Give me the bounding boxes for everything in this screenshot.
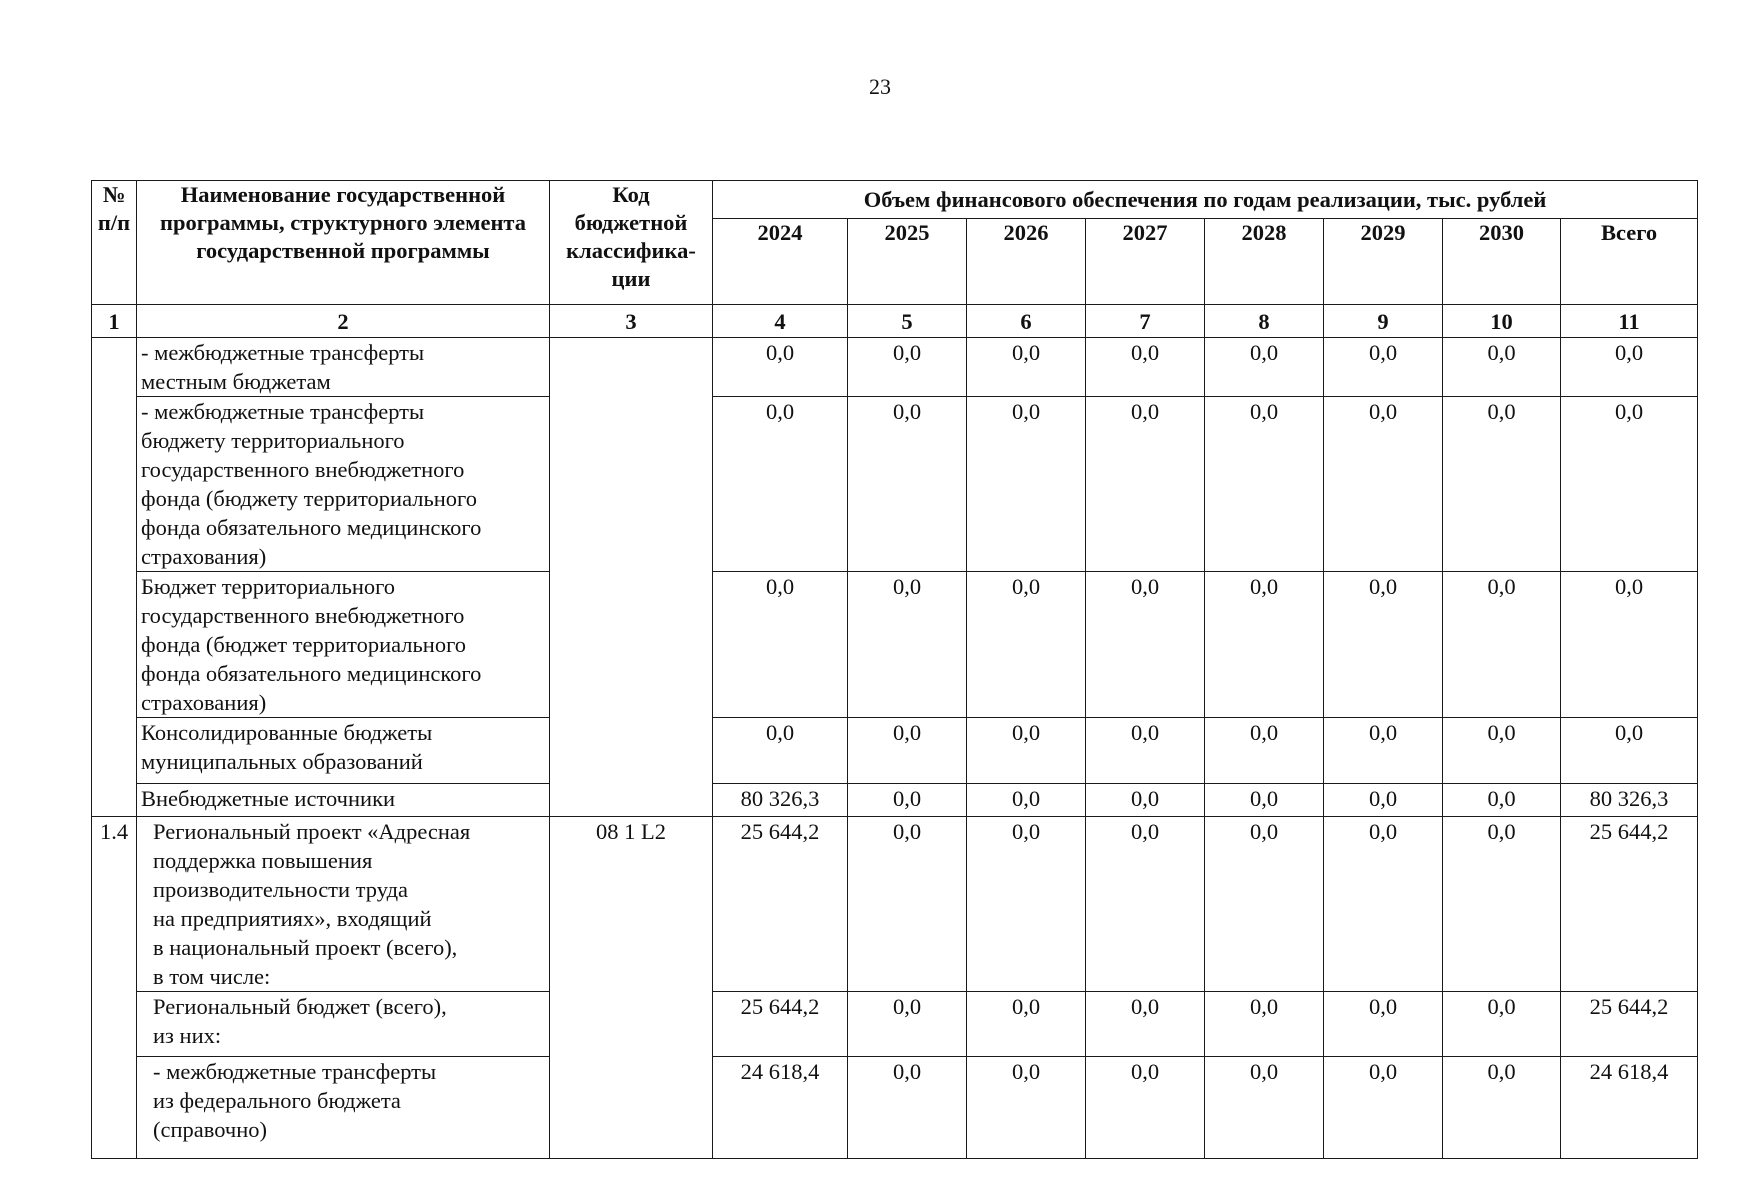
value-cell: 0,0: [848, 817, 967, 992]
value-cell: 0,0: [1086, 338, 1205, 397]
value-cell: 0,0: [713, 572, 848, 718]
value-cell: 0,0: [1086, 817, 1205, 992]
header-code: Код бюджетной классифика-ции: [550, 181, 713, 305]
value-cell: 0,0: [1324, 572, 1443, 718]
value-cell: 0,0: [1324, 397, 1443, 572]
value-cell: 0,0: [967, 718, 1086, 784]
value-cell: 0,0: [1443, 718, 1561, 784]
table-row: [92, 784, 1698, 817]
table-body: [92, 338, 1698, 1159]
row-code-cell: [550, 338, 713, 817]
value-cell: 0,0: [1324, 784, 1443, 817]
value-cell: 0,0: [1205, 338, 1324, 397]
value-cell: 0,0: [1443, 817, 1561, 992]
value-cell: 0,0: [848, 718, 967, 784]
value-cell: 0,0: [1324, 338, 1443, 397]
value-cell: 0,0: [848, 338, 967, 397]
value-cell: 0,0: [1324, 992, 1443, 1057]
total-cell: 0,0: [1561, 718, 1698, 784]
row-name: - межбюджетные трансферты из федерального бюджета (справочно): [137, 1057, 550, 1159]
value-cell: 0,0: [967, 817, 1086, 992]
header-year: 2028: [1205, 219, 1324, 305]
value-cell: 0,0: [848, 1057, 967, 1159]
header-year: 2030: [1443, 219, 1561, 305]
value-cell: 0,0: [967, 572, 1086, 718]
header-total: Всего: [1561, 219, 1698, 305]
value-cell: 0,0: [1205, 572, 1324, 718]
column-number: 2: [137, 305, 550, 338]
value-cell: 0,0: [1205, 992, 1324, 1057]
row-name: Бюджет территориального государственного внебюджетного фонда (бюджет территориального фонда обязательного медицинского страхования): [137, 572, 550, 718]
value-cell: 0,0: [1324, 817, 1443, 992]
header-volume: Объем финансового обеспечения по годам реализации, тыс. рублей: [713, 181, 1698, 219]
value-cell: 0,0: [1443, 572, 1561, 718]
value-cell: 0,0: [1086, 1057, 1205, 1159]
column-number: 10: [1443, 305, 1561, 338]
table-row: [92, 1057, 1698, 1159]
column-number: 8: [1205, 305, 1324, 338]
table-row: [92, 992, 1698, 1057]
header-year: 2025: [848, 219, 967, 305]
value-cell: 0,0: [1205, 1057, 1324, 1159]
row-index-cell: [92, 338, 137, 817]
row-name: - межбюджетные трансферты бюджету территориального государственного внебюджетного фонда (бюджету территориального фонда обязательного медицинского страхования): [137, 397, 550, 572]
value-cell: 0,0: [967, 784, 1086, 817]
total-cell: 24 618,4: [1561, 1057, 1698, 1159]
value-cell: 0,0: [1205, 397, 1324, 572]
total-cell: 80 326,3: [1561, 784, 1698, 817]
total-cell: 0,0: [1561, 572, 1698, 718]
table-row: [92, 338, 1698, 397]
value-cell: 25 644,2: [713, 992, 848, 1057]
value-cell: 0,0: [848, 784, 967, 817]
header-year: 2024: [713, 219, 848, 305]
page-number: 23: [869, 74, 891, 99]
value-cell: 0,0: [967, 397, 1086, 572]
table-header: [92, 181, 1698, 338]
header-num: № п/п: [92, 181, 137, 305]
row-index: 1.4: [92, 817, 137, 1159]
row-name: - межбюджетные трансферты местным бюджетам: [137, 338, 550, 397]
column-number: 11: [1561, 305, 1698, 338]
value-cell: 0,0: [967, 338, 1086, 397]
value-cell: 0,0: [1086, 572, 1205, 718]
value-cell: 0,0: [713, 718, 848, 784]
row-name: Внебюджетные источники: [137, 784, 550, 817]
value-cell: 80 326,3: [713, 784, 848, 817]
value-cell: 0,0: [1324, 1057, 1443, 1159]
value-cell: 0,0: [1086, 397, 1205, 572]
value-cell: 0,0: [1086, 992, 1205, 1057]
table-row: [92, 572, 1698, 718]
value-cell: 0,0: [1443, 397, 1561, 572]
column-number: 5: [848, 305, 967, 338]
value-cell: 24 618,4: [713, 1057, 848, 1159]
table-row: [92, 817, 1698, 992]
column-number: 3: [550, 305, 713, 338]
total-cell: 0,0: [1561, 338, 1698, 397]
column-number: 4: [713, 305, 848, 338]
value-cell: 0,0: [848, 572, 967, 718]
total-cell: 0,0: [1561, 397, 1698, 572]
value-cell: 0,0: [967, 992, 1086, 1057]
header-year: 2029: [1324, 219, 1443, 305]
value-cell: 0,0: [1086, 718, 1205, 784]
column-numbers-row: [92, 305, 1698, 338]
column-number: 6: [967, 305, 1086, 338]
value-cell: 0,0: [1205, 718, 1324, 784]
row-code: 08 1 L2: [550, 817, 713, 1159]
column-number: 7: [1086, 305, 1205, 338]
value-cell: 0,0: [1205, 784, 1324, 817]
total-cell: 25 644,2: [1561, 992, 1698, 1057]
table-row: [92, 718, 1698, 784]
value-cell: 0,0: [967, 1057, 1086, 1159]
value-cell: 0,0: [1443, 784, 1561, 817]
column-number: 1: [92, 305, 137, 338]
row-name: Консолидированные бюджеты муниципальных образований: [137, 718, 550, 784]
value-cell: 0,0: [713, 338, 848, 397]
header-name: Наименование государственной программы, структурного элемента государственной программы: [137, 181, 550, 305]
row-name: Региональный проект «Адресная поддержка повышения производительности труда на предприятиях», входящий в национальный проект (всего), в том числе:: [137, 817, 550, 992]
value-cell: 0,0: [1086, 784, 1205, 817]
value-cell: 25 644,2: [713, 817, 848, 992]
value-cell: 0,0: [848, 992, 967, 1057]
header-year: 2027: [1086, 219, 1205, 305]
column-number: 9: [1324, 305, 1443, 338]
value-cell: 0,0: [1443, 338, 1561, 397]
row-name: Региональный бюджет (всего), из них:: [137, 992, 550, 1057]
total-cell: 25 644,2: [1561, 817, 1698, 992]
value-cell: 0,0: [1205, 817, 1324, 992]
value-cell: 0,0: [1324, 718, 1443, 784]
header-year: 2026: [967, 219, 1086, 305]
value-cell: 0,0: [1443, 1057, 1561, 1159]
value-cell: 0,0: [1443, 992, 1561, 1057]
budget-table: [91, 180, 1698, 1159]
value-cell: 0,0: [848, 397, 967, 572]
value-cell: 0,0: [713, 397, 848, 572]
table-row: [92, 397, 1698, 572]
